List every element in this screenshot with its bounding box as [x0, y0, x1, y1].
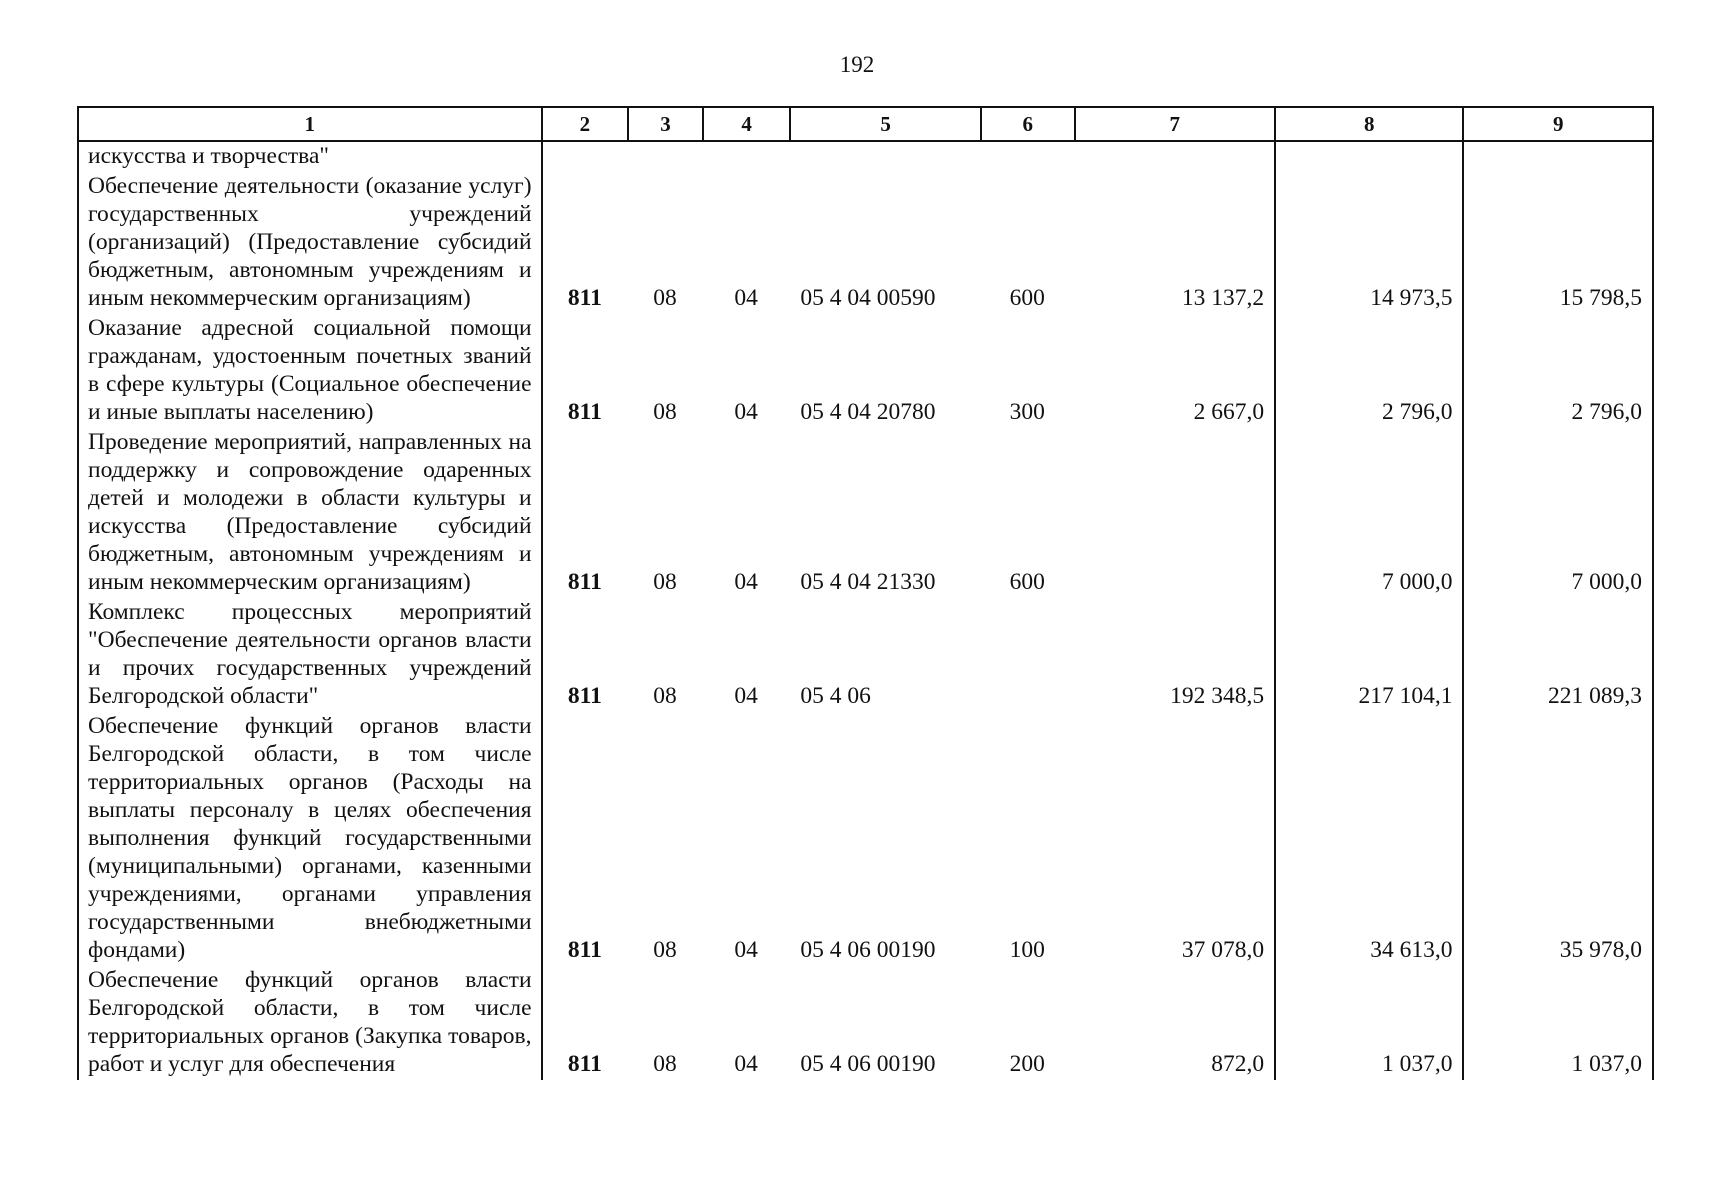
row-description: искусства и творчества" — [78, 141, 542, 172]
row-article: 05 4 06 00190 — [800, 1051, 936, 1077]
row-expense-type — [981, 141, 1075, 172]
row-year1-amount: 13 137,2 — [1075, 172, 1276, 314]
table-row — [78, 141, 1653, 172]
row-section: 08 — [653, 937, 677, 963]
row-subsection: 04 — [734, 937, 758, 963]
row-description: Оказание адресной социальной помощи гражданам, удостоенным почетных званий в сфере культуры (Социальное обеспечение и иные выплаты населению) — [78, 314, 542, 428]
row-section: 08 — [653, 569, 677, 595]
row-description: Обеспечение функций органов власти Белгородской области, в том числе территориальных органов (Закупка товаров, работ и услуг для обеспечения — [78, 966, 542, 1080]
header-col-6: 6 — [981, 107, 1075, 141]
row-description: Проведение мероприятий, направленных на поддержку и сопровождение одаренных детей и молодежи в области культуры и искусства (Предоставление субсидий бюджетным, автономным учреждениям и иным некоммерческим организациям) — [78, 428, 542, 598]
row-expense-type: 300 — [1009, 399, 1045, 425]
row-article: 05 4 04 20780 — [800, 399, 936, 425]
row-year1-amount — [1075, 428, 1276, 598]
row-subsection: 04 — [734, 683, 758, 709]
table-row — [78, 428, 1653, 598]
row-expense-type: 100 — [1009, 937, 1045, 963]
row-section: 08 — [653, 1051, 677, 1077]
row-code: 811 — [567, 937, 602, 963]
row-subsection: 04 — [734, 569, 758, 595]
page-number: 192 — [839, 52, 875, 77]
header-col-1: 1 — [78, 107, 542, 141]
row-article — [790, 141, 980, 172]
row-year2-amount: 34 613,0 — [1275, 712, 1463, 966]
row-year3-amount: 35 978,0 — [1463, 712, 1653, 966]
header-col-5: 5 — [790, 107, 980, 141]
row-expense-type: 600 — [1009, 285, 1045, 311]
row-article: 05 4 04 00590 — [800, 285, 936, 311]
row-article: 05 4 06 — [800, 683, 871, 709]
row-code: 811 — [567, 683, 602, 709]
row-expense-type — [981, 598, 1075, 712]
row-year2-amount: 2 796,0 — [1275, 314, 1463, 428]
row-year3-amount: 1 037,0 — [1463, 966, 1653, 1080]
row-code: 811 — [567, 399, 602, 425]
table-row — [78, 966, 1653, 1080]
row-year1-amount: 192 348,5 — [1075, 598, 1276, 712]
row-subsection: 04 — [734, 285, 758, 311]
row-section: 08 — [653, 399, 677, 425]
row-description: Комплекс процессных мероприятий "Обеспечение деятельности органов власти и прочих государственных учреждений Белгородской области" — [78, 598, 542, 712]
row-subsection: 04 — [734, 1051, 758, 1077]
header-row — [78, 107, 1653, 141]
row-year2-amount: 7 000,0 — [1275, 428, 1463, 598]
row-description: Обеспечение функций органов власти Белгородской области, в том числе территориальных органов (Расходы на выплаты персоналу в целях обеспечения выполнения функций государственными (муниципальными) органами, казенными учреждениями, органами управления государственными внебюджетными фондами) — [78, 712, 542, 966]
row-year2-amount — [1275, 141, 1463, 172]
table-row — [78, 314, 1653, 428]
row-year3-amount: 221 089,3 — [1463, 598, 1653, 712]
row-year1-amount: 37 078,0 — [1075, 712, 1276, 966]
row-expense-type: 200 — [1009, 1051, 1045, 1077]
header-col-7: 7 — [1075, 107, 1276, 141]
row-year1-amount: 872,0 — [1075, 966, 1276, 1080]
table-row — [78, 712, 1653, 966]
row-code: 811 — [567, 1051, 602, 1077]
table-header — [78, 107, 1653, 141]
row-year3-amount: 2 796,0 — [1463, 314, 1653, 428]
budget-table — [77, 106, 1654, 1080]
row-description: Обеспечение деятельности (оказание услуг) государственных учреждений (организаций) (Предоставление субсидий бюджетным, автономным учреждениям и иным некоммерческим организациям) — [78, 172, 542, 314]
row-section: 08 — [653, 683, 677, 709]
row-year2-amount: 14 973,5 — [1275, 172, 1463, 314]
table-body — [78, 141, 1653, 1080]
row-code — [542, 141, 629, 172]
table-row — [78, 598, 1653, 712]
table-row — [78, 172, 1653, 314]
row-article: 05 4 04 21330 — [800, 569, 936, 595]
row-expense-type: 600 — [1009, 569, 1045, 595]
row-year3-amount: 7 000,0 — [1463, 428, 1653, 598]
row-section: 08 — [653, 285, 677, 311]
row-year2-amount: 1 037,0 — [1275, 966, 1463, 1080]
header-col-4: 4 — [703, 107, 791, 141]
row-year2-amount: 217 104,1 — [1275, 598, 1463, 712]
row-subsection — [703, 141, 791, 172]
row-section — [628, 141, 703, 172]
row-year1-amount — [1075, 141, 1276, 172]
row-year3-amount: 15 798,5 — [1463, 172, 1653, 314]
row-subsection: 04 — [734, 399, 758, 425]
header-col-8: 8 — [1275, 107, 1463, 141]
header-col-9: 9 — [1463, 107, 1653, 141]
header-col-3: 3 — [628, 107, 703, 141]
row-year3-amount — [1463, 141, 1653, 172]
row-article: 05 4 06 00190 — [800, 937, 936, 963]
row-code: 811 — [567, 285, 602, 311]
row-year1-amount: 2 667,0 — [1075, 314, 1276, 428]
row-code: 811 — [567, 569, 602, 595]
header-col-2: 2 — [542, 107, 629, 141]
